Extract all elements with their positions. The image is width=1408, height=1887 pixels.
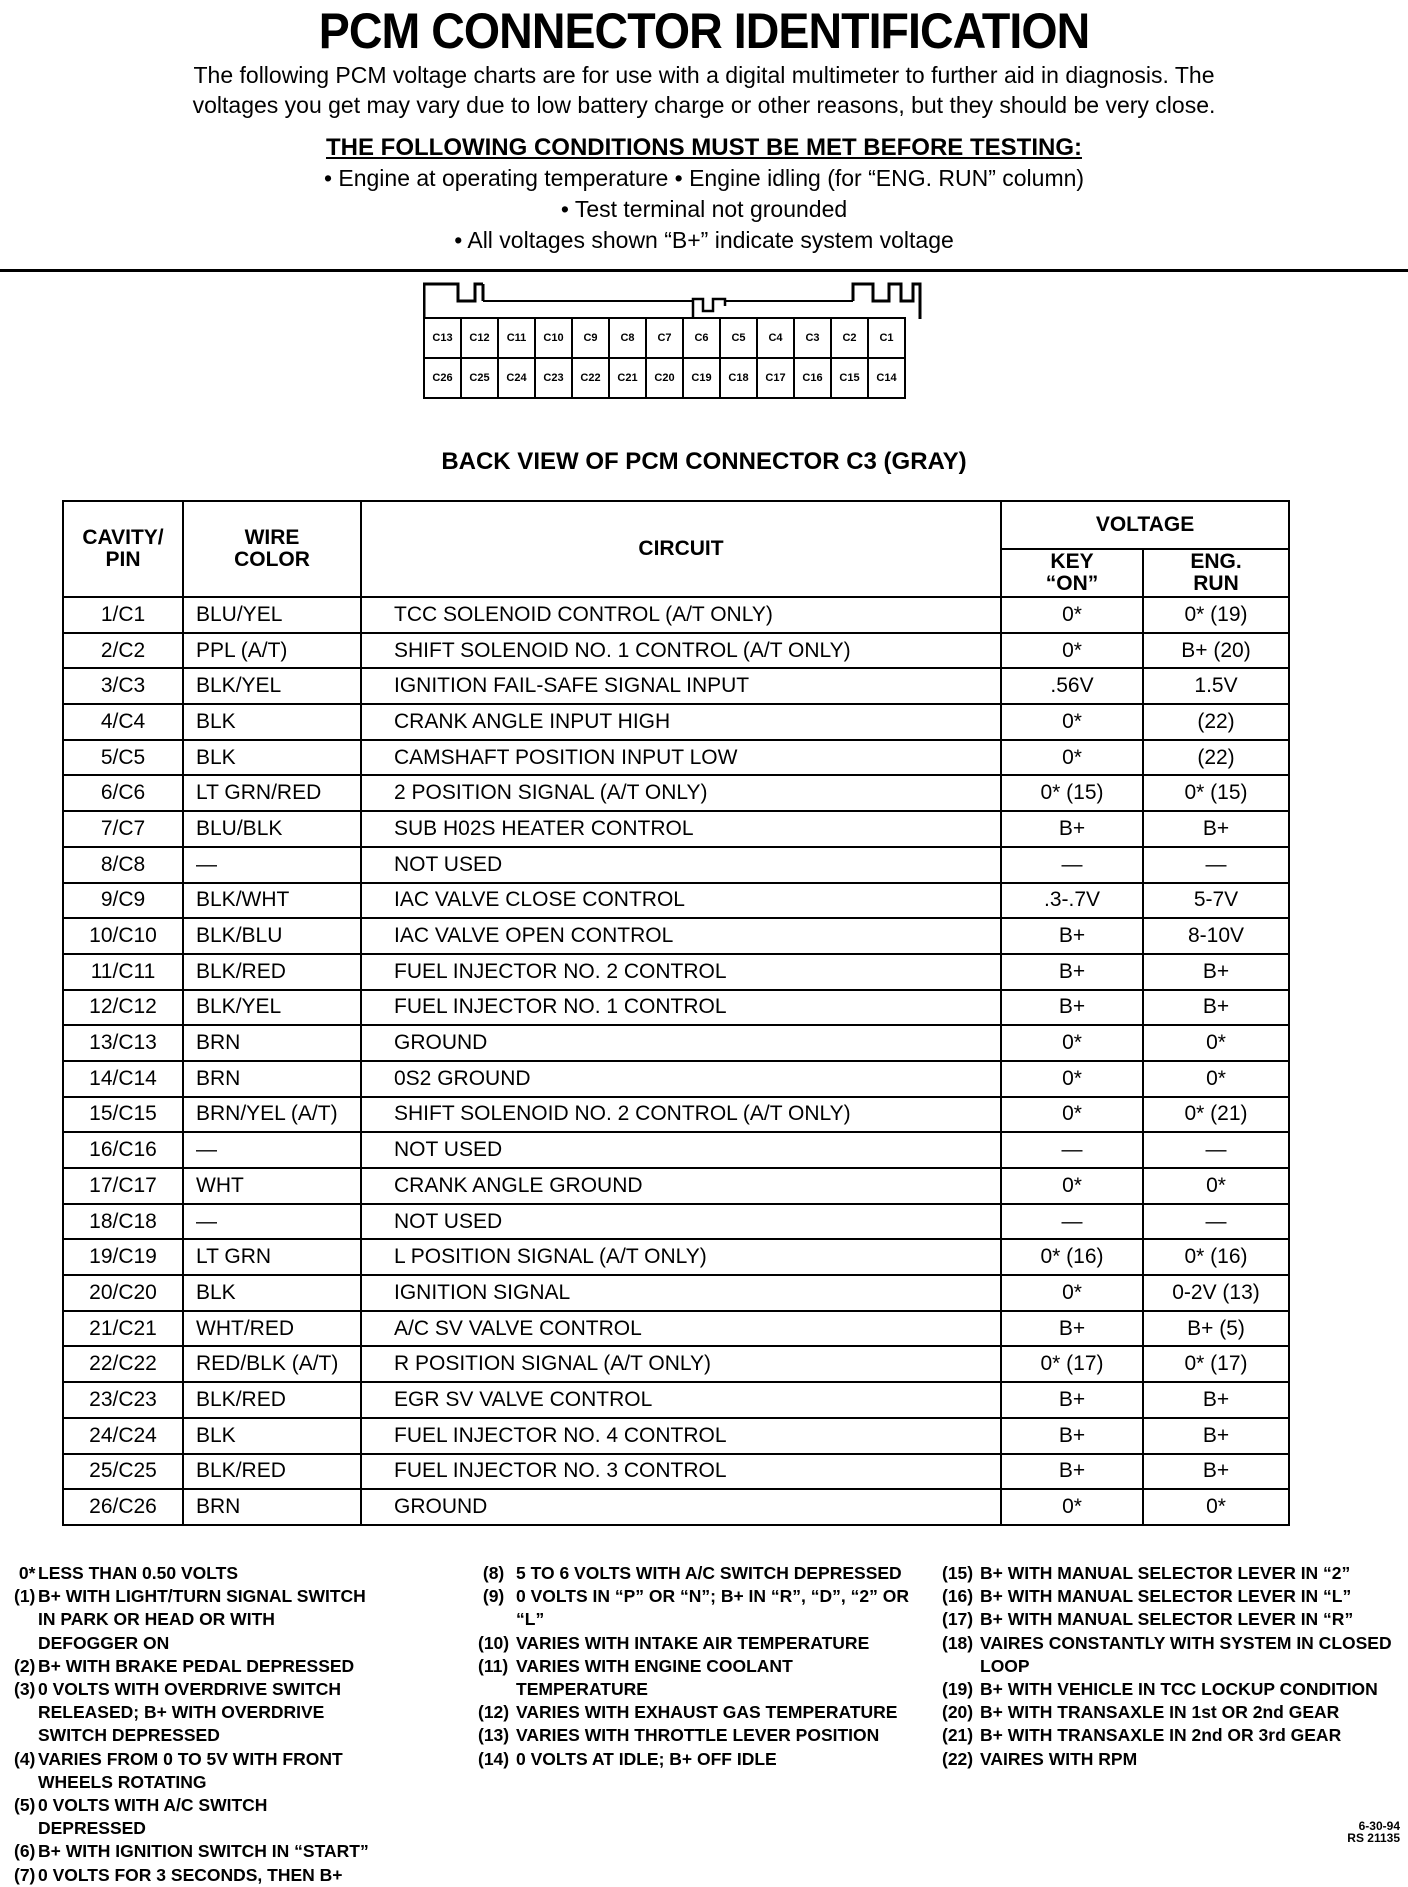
circuit-cell: FUEL INJECTOR NO. 3 CONTROL — [361, 1454, 1001, 1490]
intro-line-1: The following PCM voltage charts are for use with a digital multimeter to further aid in diagnosis. The — [193, 62, 1215, 88]
footnote-key: (8) — [478, 1563, 505, 1583]
footnote — [478, 1562, 918, 1585]
eng-run-voltage-cell: — — [1143, 1132, 1289, 1168]
table-row — [63, 1382, 1289, 1418]
eng-run-voltage-cell: 0* — [1143, 1489, 1289, 1525]
footnote — [14, 1748, 374, 1794]
cavity-pin-cell: 1/C1 — [63, 597, 183, 633]
eng-run-voltage-cell: 5-7V — [1143, 883, 1289, 919]
circuit-cell: IAC VALVE OPEN CONTROL — [361, 918, 1001, 954]
wire-color-cell: WHT — [183, 1168, 361, 1204]
eng-run-voltage-cell: B+ — [1143, 1418, 1289, 1454]
connector-cavity: C17 — [757, 358, 794, 398]
cavity-pin-cell: 23/C23 — [63, 1382, 183, 1418]
circuit-cell: CAMSHAFT POSITION INPUT LOW — [361, 740, 1001, 776]
key-on-voltage-cell: — — [1001, 1132, 1143, 1168]
footnote-key: (1) — [14, 1586, 36, 1607]
circuit-cell: NOT USED — [361, 847, 1001, 883]
footnote-key: (15) — [942, 1563, 974, 1583]
header-key: KEY — [1050, 550, 1094, 573]
footnote — [14, 1840, 374, 1863]
eng-run-voltage-cell: 0* — [1143, 1025, 1289, 1061]
eng-run-voltage-cell: (22) — [1143, 704, 1289, 740]
cavity-pin-cell: 21/C21 — [63, 1311, 183, 1347]
wire-color-cell: LT GRN/RED — [183, 775, 361, 811]
circuit-cell: SHIFT SOLENOID NO. 1 CONTROL (A/T ONLY) — [361, 633, 1001, 669]
cavity-pin-cell: 4/C4 — [63, 704, 183, 740]
table-row — [63, 990, 1289, 1026]
eng-run-voltage-cell: 0* (15) — [1143, 775, 1289, 811]
footnote — [942, 1608, 1402, 1631]
table-row — [63, 597, 1289, 633]
connector-cavity: C23 — [535, 358, 572, 398]
footnote — [14, 1562, 374, 1585]
key-on-voltage-cell: B+ — [1001, 1454, 1143, 1490]
connector-cavity: C1 — [868, 318, 905, 358]
footnote — [478, 1701, 918, 1724]
footnote-text: B+ WITH IGNITION SWITCH IN “START” — [38, 1841, 369, 1862]
wire-color-cell: BLK — [183, 704, 361, 740]
condition-line-1: • Engine at operating temperature • Engine idling (for “ENG. RUN” column) — [323, 165, 1085, 191]
footnote-key: (4) — [14, 1748, 36, 1769]
footnote — [942, 1678, 1402, 1701]
footnote-text: VARIES WITH ENGINE COOLANT TEMPERATURE — [516, 1655, 793, 1700]
circuit-cell: IGNITION SIGNAL — [361, 1275, 1001, 1311]
connector-cavity: C9 — [572, 318, 609, 358]
wire-color-cell: BLK/WHT — [183, 883, 361, 919]
key-on-voltage-cell: 0* (16) — [1001, 1239, 1143, 1275]
key-on-voltage-cell: 0* — [1001, 704, 1143, 740]
footnote — [478, 1585, 918, 1631]
eng-run-voltage-cell: B+ — [1143, 811, 1289, 847]
connector-cavity-grid — [423, 317, 906, 399]
table-row — [63, 847, 1289, 883]
stamp-date: 6-30-94 — [1358, 1819, 1400, 1833]
connector-cavity: C7 — [646, 318, 683, 358]
footnote-key: (17) — [942, 1609, 974, 1630]
eng-run-voltage-cell: 0* (21) — [1143, 1097, 1289, 1133]
header-wire: WIRE — [244, 526, 300, 549]
connector-cavity: C10 — [535, 318, 572, 358]
footnote-text: B+ WITH VEHICLE IN TCC LOCKUP CONDITION — [980, 1679, 1378, 1700]
table-row — [63, 1132, 1289, 1168]
connector-cavity: C26 — [424, 358, 461, 398]
circuit-cell: IGNITION FAIL-SAFE SIGNAL INPUT — [361, 668, 1001, 704]
cavity-pin-cell: 25/C25 — [63, 1454, 183, 1490]
footnotes-column-3 — [942, 1562, 1402, 1771]
connector-cavity: C2 — [831, 318, 868, 358]
footnote-key: (2) — [14, 1655, 36, 1676]
cavity-pin-cell: 17/C17 — [63, 1168, 183, 1204]
page-title: PCM CONNECTOR IDENTIFICATION — [318, 3, 1090, 59]
table-row — [63, 1097, 1289, 1133]
key-on-voltage-cell: 0* (15) — [1001, 775, 1143, 811]
footnote-text: 5 TO 6 VOLTS WITH A/C SWITCH DEPRESSED — [516, 1563, 902, 1583]
eng-run-voltage-cell: B+ (5) — [1143, 1311, 1289, 1347]
wire-color-cell: BLK — [183, 740, 361, 776]
cavity-pin-cell: 8/C8 — [63, 847, 183, 883]
header-on: “ON” — [1045, 572, 1099, 595]
footnote-text: B+ WITH LIGHT/TURN SIGNAL SWITCH IN PARK OR HEAD OR WITH DEFOGGER ON — [38, 1586, 366, 1653]
connector-cavity: C6 — [683, 318, 720, 358]
footnote-text: 0 VOLTS IN “P” OR “N”; B+ IN “R”, “D”, “2” OR “L” — [516, 1586, 909, 1630]
wire-color-cell: RED/BLK (A/T) — [183, 1346, 361, 1382]
footnote — [942, 1748, 1402, 1771]
table-row — [63, 1346, 1289, 1382]
condition-line-3: • All voltages shown “B+” indicate system voltage — [454, 227, 954, 253]
key-on-voltage-cell: 0* (17) — [1001, 1346, 1143, 1382]
footnote-key: (13) — [478, 1725, 510, 1746]
footnote — [14, 1585, 374, 1655]
eng-run-voltage-cell: 0* — [1143, 1061, 1289, 1097]
key-on-voltage-cell: — — [1001, 847, 1143, 883]
table-row — [63, 883, 1289, 919]
footnote — [478, 1655, 918, 1701]
wire-color-cell: BLU/BLK — [183, 811, 361, 847]
header-pin: PIN — [105, 548, 141, 571]
footnote — [942, 1701, 1402, 1724]
connector-diagram — [423, 281, 923, 397]
eng-run-voltage-cell: B+ — [1143, 1454, 1289, 1490]
footnote — [478, 1748, 918, 1771]
cavity-pin-cell: 16/C16 — [63, 1132, 183, 1168]
key-on-voltage-cell: B+ — [1001, 1382, 1143, 1418]
cavity-pin-cell: 9/C9 — [63, 883, 183, 919]
cavity-pin-cell: 19/C19 — [63, 1239, 183, 1275]
wire-color-cell: BLK/RED — [183, 1454, 361, 1490]
connector-cavity: C20 — [646, 358, 683, 398]
table-row — [63, 1311, 1289, 1347]
key-on-voltage-cell: 0* — [1001, 740, 1143, 776]
footnote-key: (6) — [14, 1841, 36, 1862]
cavity-pin-cell: 20/C20 — [63, 1275, 183, 1311]
cavity-pin-cell: 7/C7 — [63, 811, 183, 847]
footnote-key: (7) — [14, 1864, 36, 1885]
connector-cavity: C15 — [831, 358, 868, 398]
connector-cavity: C14 — [868, 358, 905, 398]
eng-run-voltage-cell: (22) — [1143, 740, 1289, 776]
footnote-text: VARIES WITH EXHAUST GAS TEMPERATURE — [516, 1702, 898, 1723]
table-row — [63, 1061, 1289, 1097]
footnotes-column-1 — [14, 1562, 374, 1887]
eng-run-voltage-cell: — — [1143, 1204, 1289, 1240]
connector-cavity: C19 — [683, 358, 720, 398]
footnote-text: VARIES FROM 0 TO 5V WITH FRONT WHEELS ROTATING — [38, 1748, 343, 1792]
wire-color-cell: LT GRN — [183, 1239, 361, 1275]
circuit-cell: SUB H02S HEATER CONTROL — [361, 811, 1001, 847]
circuit-cell: GROUND — [361, 1025, 1001, 1061]
eng-run-voltage-cell: 0* (17) — [1143, 1346, 1289, 1382]
wire-color-cell: BLK — [183, 1418, 361, 1454]
key-on-voltage-cell: 0* — [1001, 597, 1143, 633]
footnote-text: VARIES WITH INTAKE AIR TEMPERATURE — [516, 1632, 870, 1653]
footnote-key: (18) — [942, 1632, 974, 1653]
cavity-pin-cell: 12/C12 — [63, 990, 183, 1026]
connector-cavity: C18 — [720, 358, 757, 398]
footnote-key: (11) — [478, 1655, 509, 1676]
circuit-cell: SHIFT SOLENOID NO. 2 CONTROL (A/T ONLY) — [361, 1097, 1001, 1133]
circuit-cell: FUEL INJECTOR NO. 4 CONTROL — [361, 1418, 1001, 1454]
wire-color-cell: BLU/YEL — [183, 597, 361, 633]
cavity-pin-cell: 15/C15 — [63, 1097, 183, 1133]
eng-run-voltage-cell: 0* (19) — [1143, 597, 1289, 633]
circuit-cell: CRANK ANGLE GROUND — [361, 1168, 1001, 1204]
circuit-cell: 0S2 GROUND — [361, 1061, 1001, 1097]
circuit-cell: EGR SV VALVE CONTROL — [361, 1382, 1001, 1418]
cavity-pin-cell: 26/C26 — [63, 1489, 183, 1525]
circuit-cell: IAC VALVE CLOSE CONTROL — [361, 883, 1001, 919]
circuit-cell: R POSITION SIGNAL (A/T ONLY) — [361, 1346, 1001, 1382]
table-row — [63, 918, 1289, 954]
footnote-text: LESS THAN 0.50 VOLTS — [38, 1563, 238, 1583]
eng-run-voltage-cell: 8-10V — [1143, 918, 1289, 954]
eng-run-voltage-cell: 0* — [1143, 1168, 1289, 1204]
wire-color-cell: BRN — [183, 1061, 361, 1097]
eng-run-voltage-cell: 1.5V — [1143, 668, 1289, 704]
key-on-voltage-cell: 0* — [1001, 1489, 1143, 1525]
cavity-pin-cell: 13/C13 — [63, 1025, 183, 1061]
key-on-voltage-cell: .3-.7V — [1001, 883, 1143, 919]
header-key-on — [1001, 549, 1143, 597]
footnote-key: (16) — [942, 1586, 974, 1607]
table-row — [63, 811, 1289, 847]
cavity-pin-cell: 5/C5 — [63, 740, 183, 776]
key-on-voltage-cell: 0* — [1001, 1168, 1143, 1204]
wire-color-cell: BLK/RED — [183, 954, 361, 990]
cavity-pin-cell: 10/C10 — [63, 918, 183, 954]
header-cavity: CAVITY/ — [82, 526, 164, 549]
footnote — [14, 1678, 374, 1748]
footnote-text: B+ WITH TRANSAXLE IN 1st OR 2nd GEAR — [980, 1702, 1340, 1723]
back-view-title: BACK VIEW OF PCM CONNECTOR C3 (GRAY) — [441, 448, 967, 475]
table-row — [63, 1489, 1289, 1525]
footnote-key: (10) — [478, 1632, 510, 1653]
connector-cavity: C21 — [609, 358, 646, 398]
header-eng: ENG. — [1190, 550, 1242, 573]
footnote-key: (3) — [14, 1679, 36, 1700]
eng-run-voltage-cell: B+ — [1143, 1382, 1289, 1418]
cavity-pin-cell: 11/C11 — [63, 954, 183, 990]
cavity-pin-cell: 18/C18 — [63, 1204, 183, 1240]
footnote — [14, 1655, 374, 1678]
wire-color-cell: PPL (A/T) — [183, 633, 361, 669]
circuit-cell: FUEL INJECTOR NO. 1 CONTROL — [361, 990, 1001, 1026]
header-wire-color — [183, 501, 361, 597]
circuit-cell: FUEL INJECTOR NO. 2 CONTROL — [361, 954, 1001, 990]
eng-run-voltage-cell: — — [1143, 847, 1289, 883]
footnote-text: B+ WITH MANUAL SELECTOR LEVER IN “2” — [980, 1563, 1351, 1583]
footnote-key: (5) — [14, 1795, 36, 1816]
key-on-voltage-cell: B+ — [1001, 990, 1143, 1026]
cavity-pin-cell: 2/C2 — [63, 633, 183, 669]
circuit-cell: GROUND — [361, 1489, 1001, 1525]
key-on-voltage-cell: 0* — [1001, 1097, 1143, 1133]
wire-color-cell: BRN — [183, 1025, 361, 1061]
key-on-voltage-cell: 0* — [1001, 633, 1143, 669]
footnote-key: (19) — [942, 1679, 974, 1700]
circuit-cell: NOT USED — [361, 1132, 1001, 1168]
wire-color-cell: WHT/RED — [183, 1311, 361, 1347]
wire-color-cell: — — [183, 1132, 361, 1168]
connector-cavity: C5 — [720, 318, 757, 358]
key-on-voltage-cell: B+ — [1001, 1418, 1143, 1454]
wire-color-cell: BRN/YEL (A/T) — [183, 1097, 361, 1133]
footnote — [942, 1632, 1402, 1678]
connector-cavity: C22 — [572, 358, 609, 398]
key-on-voltage-cell: 0* — [1001, 1275, 1143, 1311]
key-on-voltage-cell: 0* — [1001, 1025, 1143, 1061]
document-stamp — [1347, 1820, 1400, 1844]
footnote-key: (21) — [942, 1725, 974, 1746]
eng-run-voltage-cell: B+ — [1143, 990, 1289, 1026]
footnote-text: 0 VOLTS FOR 3 SECONDS, THEN B+ — [38, 1864, 343, 1885]
wire-color-cell: BLK/YEL — [183, 990, 361, 1026]
pin-voltage-table — [62, 500, 1290, 1526]
header-circuit: CIRCUIT — [361, 501, 1001, 597]
header-voltage: VOLTAGE — [1001, 501, 1289, 549]
table-row — [63, 1418, 1289, 1454]
connector-outline — [423, 281, 923, 321]
footnote-text: VAIRES WITH RPM — [980, 1748, 1138, 1769]
key-on-voltage-cell: 0* — [1001, 1061, 1143, 1097]
table-row — [63, 1204, 1289, 1240]
wire-color-cell: BRN — [183, 1489, 361, 1525]
connector-cavity: C16 — [794, 358, 831, 398]
table-row — [63, 954, 1289, 990]
connector-cavity: C13 — [424, 318, 461, 358]
circuit-cell: NOT USED — [361, 1204, 1001, 1240]
circuit-cell: TCC SOLENOID CONTROL (A/T ONLY) — [361, 597, 1001, 633]
circuit-cell: L POSITION SIGNAL (A/T ONLY) — [361, 1239, 1001, 1275]
eng-run-voltage-cell: 0* (16) — [1143, 1239, 1289, 1275]
footnote-text: 0 VOLTS WITH OVERDRIVE SWITCH RELEASED; B+ WITH OVERDRIVE SWITCH DEPRESSED — [38, 1679, 342, 1746]
connector-cavity: C12 — [461, 318, 498, 358]
footnote — [942, 1562, 1402, 1585]
wire-color-cell: BLK/RED — [183, 1382, 361, 1418]
circuit-cell: 2 POSITION SIGNAL (A/T ONLY) — [361, 775, 1001, 811]
footnote — [478, 1632, 918, 1655]
footnote-text: VARIES WITH THROTTLE LEVER POSITION — [516, 1725, 880, 1746]
footnotes-column-2 — [478, 1562, 918, 1771]
table-row — [63, 1239, 1289, 1275]
cavity-pin-cell: 22/C22 — [63, 1346, 183, 1382]
eng-run-voltage-cell: 0-2V (13) — [1143, 1275, 1289, 1311]
eng-run-voltage-cell: B+ (20) — [1143, 633, 1289, 669]
table-row — [63, 1025, 1289, 1061]
key-on-voltage-cell: B+ — [1001, 811, 1143, 847]
circuit-cell: CRANK ANGLE INPUT HIGH — [361, 704, 1001, 740]
key-on-voltage-cell: B+ — [1001, 1311, 1143, 1347]
footnote-key: (9) — [478, 1586, 505, 1607]
circuit-cell: A/C SV VALVE CONTROL — [361, 1311, 1001, 1347]
wire-color-cell: BLK/BLU — [183, 918, 361, 954]
footnote-text: B+ WITH MANUAL SELECTOR LEVER IN “L” — [980, 1586, 1352, 1607]
intro-text — [100, 60, 1308, 120]
connector-bottom-row — [424, 358, 905, 398]
connector-cavity: C3 — [794, 318, 831, 358]
footnote-key: (20) — [942, 1702, 974, 1723]
key-on-voltage-cell: B+ — [1001, 918, 1143, 954]
footnote-key: (14) — [478, 1748, 510, 1769]
table-row — [63, 1275, 1289, 1311]
footnote-text: B+ WITH MANUAL SELECTOR LEVER IN “R” — [980, 1609, 1354, 1630]
connector-cavity: C25 — [461, 358, 498, 398]
wire-color-cell: — — [183, 847, 361, 883]
footnote — [14, 1794, 374, 1840]
table-row — [63, 1454, 1289, 1490]
footnote-text: 0 VOLTS AT IDLE; B+ OFF IDLE — [516, 1748, 777, 1769]
footnote-text: B+ WITH TRANSAXLE IN 2nd OR 3rd GEAR — [980, 1725, 1342, 1746]
table-row — [63, 740, 1289, 776]
stamp-code: RS 21135 — [1347, 1831, 1400, 1845]
footnote-text: B+ WITH BRAKE PEDAL DEPRESSED — [38, 1655, 355, 1676]
connector-cavity: C8 — [609, 318, 646, 358]
divider-rule — [0, 269, 1408, 272]
intro-line-2: voltages you get may vary due to low battery charge or other reasons, but they should be very close. — [192, 92, 1216, 118]
key-on-voltage-cell: B+ — [1001, 954, 1143, 990]
header-eng-run — [1143, 549, 1289, 597]
table-row — [63, 668, 1289, 704]
table-row — [63, 775, 1289, 811]
cavity-pin-cell: 24/C24 — [63, 1418, 183, 1454]
key-on-voltage-cell: — — [1001, 1204, 1143, 1240]
connector-cavity: C4 — [757, 318, 794, 358]
header-run: RUN — [1193, 572, 1239, 595]
cavity-pin-cell: 3/C3 — [63, 668, 183, 704]
footnote-key: (12) — [478, 1702, 510, 1723]
footnote — [478, 1724, 918, 1747]
connector-cavity: C24 — [498, 358, 535, 398]
footnote — [942, 1585, 1402, 1608]
footnote-key: 0* — [14, 1563, 36, 1583]
cavity-pin-cell: 14/C14 — [63, 1061, 183, 1097]
key-on-voltage-cell: .56V — [1001, 668, 1143, 704]
connector-top-row — [424, 318, 905, 358]
wire-color-cell: BLK — [183, 1275, 361, 1311]
table-row — [63, 633, 1289, 669]
footnote-text: 0 VOLTS WITH A/C SWITCH DEPRESSED — [38, 1795, 268, 1839]
condition-line-2: • Test terminal not grounded — [560, 196, 848, 222]
eng-run-voltage-cell: B+ — [1143, 954, 1289, 990]
footnote-text: VAIRES CONSTANTLY WITH SYSTEM IN CLOSED LOOP — [980, 1632, 1392, 1676]
table-row — [63, 1168, 1289, 1204]
wire-color-cell: — — [183, 1204, 361, 1240]
conditions-heading: THE FOLLOWING CONDITIONS MUST BE MET BEFORE TESTING: — [326, 134, 1082, 161]
table-row — [63, 704, 1289, 740]
wire-color-cell: BLK/YEL — [183, 668, 361, 704]
cavity-pin-cell: 6/C6 — [63, 775, 183, 811]
footnote — [14, 1864, 374, 1887]
footnote — [942, 1724, 1402, 1747]
connector-cavity: C11 — [498, 318, 535, 358]
footnote-key: (22) — [942, 1748, 974, 1769]
header-cavity-pin — [63, 501, 183, 597]
header-color: COLOR — [234, 548, 310, 571]
